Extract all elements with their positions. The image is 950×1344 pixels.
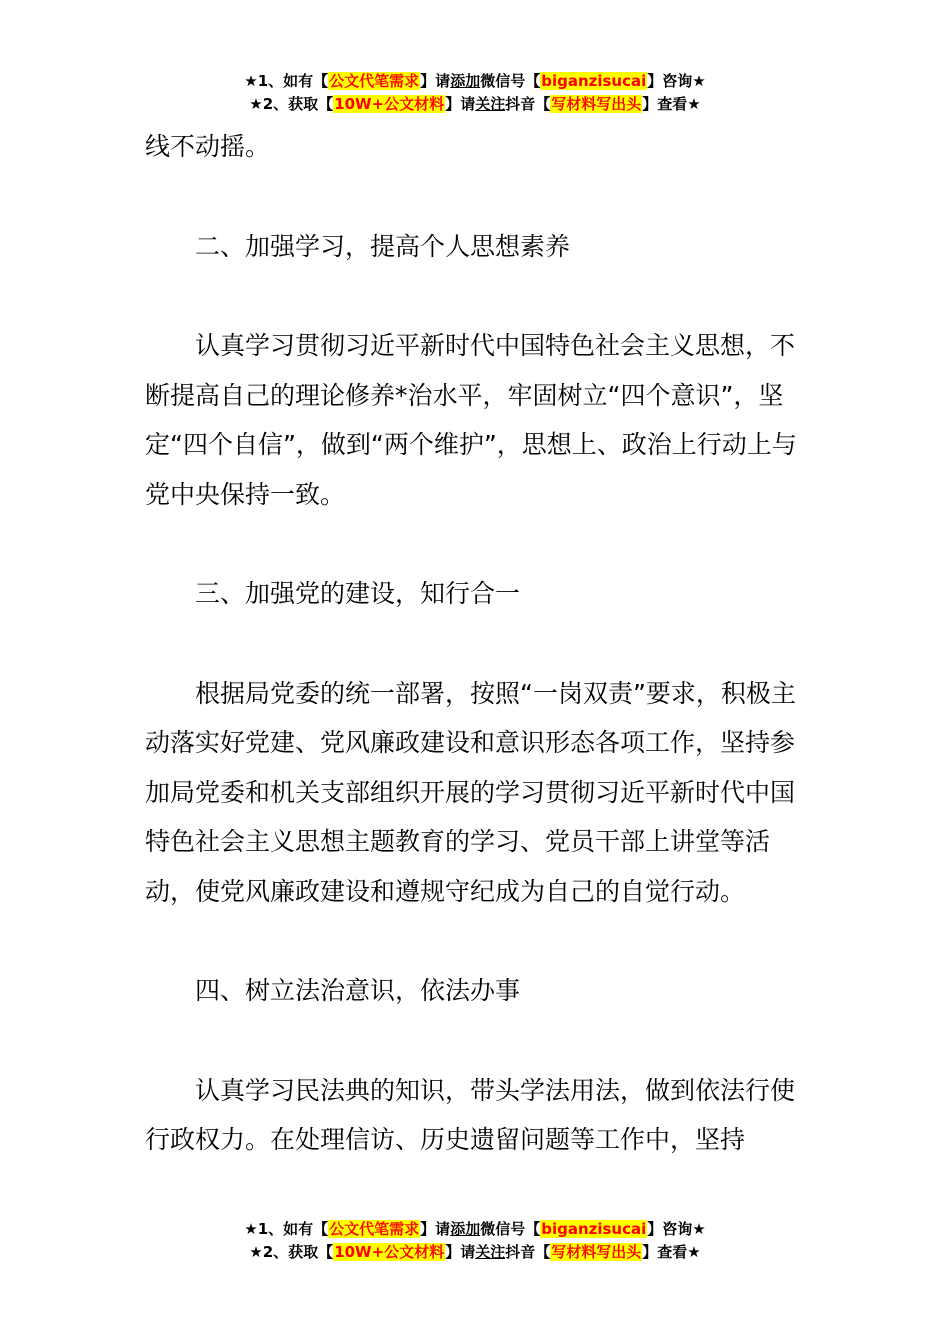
header-banner [0, 70, 950, 116]
banner-highlight-douyin: 写材料写出头 [551, 95, 642, 113]
footer-banner-line-2: ★2、获取【10W+公文材料】请关注抖音【写材料写出头】查看★ [249, 1243, 701, 1261]
footer-banner-line-1: ★1、如有【公文代笔需求】请添加微信号【biganzisucai】咨询★ [244, 1220, 706, 1238]
section-heading-3: 三、加强党的建设，知行合一 [195, 579, 521, 608]
banner-highlight-service: 公文代笔需求 [329, 72, 420, 90]
footer-highlight-douyin: 写材料写出头 [551, 1243, 642, 1261]
section-paragraph-3: 根据局党委的统一部署，按照“一岗双责”要求，积极主动落实好党建、党风廉政建设和意识形态各项工作，坚持参加局党委和机关支部组织开展的学习贯彻习近平新时代中国特色社会主义思想主题教育的学习、党员干部上讲堂等活动，使党风廉政建设和遵规守纪成为自己的自觉行动。 [145, 678, 796, 906]
document-body [145, 122, 815, 1165]
banner-line-1: ★1、如有【公文代笔需求】请添加微信号【biganzisucai】咨询★ [244, 72, 706, 90]
continuation-text: 线不动摇。 [145, 132, 271, 161]
banner-highlight-wechat: biganzisucai [541, 72, 647, 90]
footer-banner [0, 1218, 950, 1264]
section-heading-2: 二、加强学习，提高个人思想素养 [195, 231, 571, 261]
banner-line-2: ★2、获取【10W+公文材料】请关注抖音【写材料写出头】查看★ [249, 95, 701, 113]
footer-highlight-service: 公文代笔需求 [329, 1220, 420, 1238]
section-heading-4: 四、树立法治意识，依法办事 [195, 976, 521, 1005]
section-paragraph-4: 认真学习民法典的知识，带头学法用法，做到依法行使行政权力。在处理信访、历史遗留问题等工作中，坚持 [145, 1075, 796, 1154]
banner-highlight-materials: 10W+公文材料 [334, 95, 445, 113]
footer-highlight-materials: 10W+公文材料 [334, 1243, 445, 1261]
section-paragraph-2: 认真学习贯彻习近平新时代中国特色社会主义思想，不断提高自己的理论修养*治水平，牢固树立“四个意识”，坚定“四个自信”，做到“两个维护”，思想上、政治上行动上与党中央保持一致。 [145, 331, 797, 509]
footer-highlight-wechat: biganzisucai [541, 1220, 647, 1238]
